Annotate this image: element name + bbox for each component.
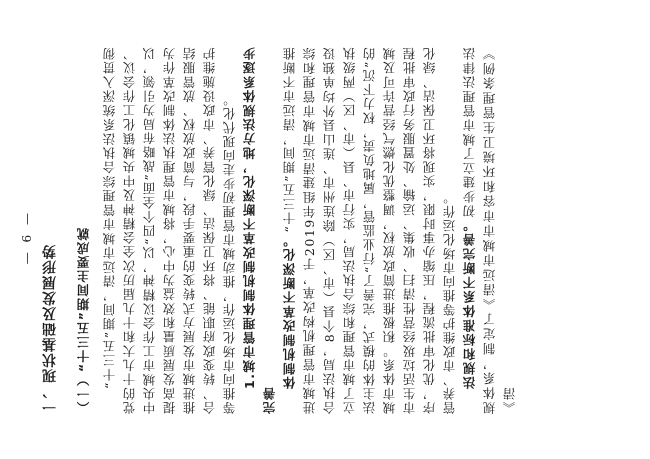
paragraph-lead: 法规和标准体系不断完善。 — [462, 217, 477, 389]
document-body — [40, 46, 625, 414]
paragraph — [280, 46, 460, 414]
paragraph — [460, 46, 520, 414]
item-heading: 1.城市管理体制机制改革不断深化，地方法规体系逐步完善 — [242, 46, 277, 414]
paragraph-text: “十三五”期间，清远市不断推进城市管理机构改革，于2019年组建清远市城市管理和综合执法局，8个县（市、区）除连州市、连山县外均单独设立了城市管理和综合执法局，实行市、县（市、区）两级执法主体的模式，完善了“行业监管，属地负责，权力下沉”的城市体系。积极推进简政放权，调整优化燃气经营许可及城市生活垃圾经营性清扫、收集、运输、处置服务行政审批程序，优化审批流程，压缩办事时限，实现将环卫保洁、绿化管养、市政维护等推向市场化运作。 — [282, 45, 457, 414]
section-title: 一、现状基础及发展形势 — [42, 243, 58, 414]
paragraph-text: 初步建立了城市管理法律法规体系，制定了《清远市城市市容和环境卫生管理条例》《清 — [462, 45, 517, 414]
page-number: — 6 — — [20, 210, 34, 265]
paragraph-lead: 体制机制改革不断深化。 — [282, 232, 297, 389]
intro-paragraph: “十三五”期间，清远市城市管理综合执法系统深入贯彻党的十九大和十九届历次全会精神及中央城镇化工作会议、中央城市工作会议精神，以“四个全面”战略布局为引领，以提高发展质量和效益为中心，将城市管理执法体制改革作为推进城市发展方式转变的重要手段，与简政放权、放管服结合、转变政府职能、将环卫保洁、绿化管养、市政设施维护等推向市场化运作，推动城市管理初步走向现代化。 — [102, 46, 237, 414]
subsection-title: （一）“十三五”期间主要成就 — [76, 226, 91, 414]
